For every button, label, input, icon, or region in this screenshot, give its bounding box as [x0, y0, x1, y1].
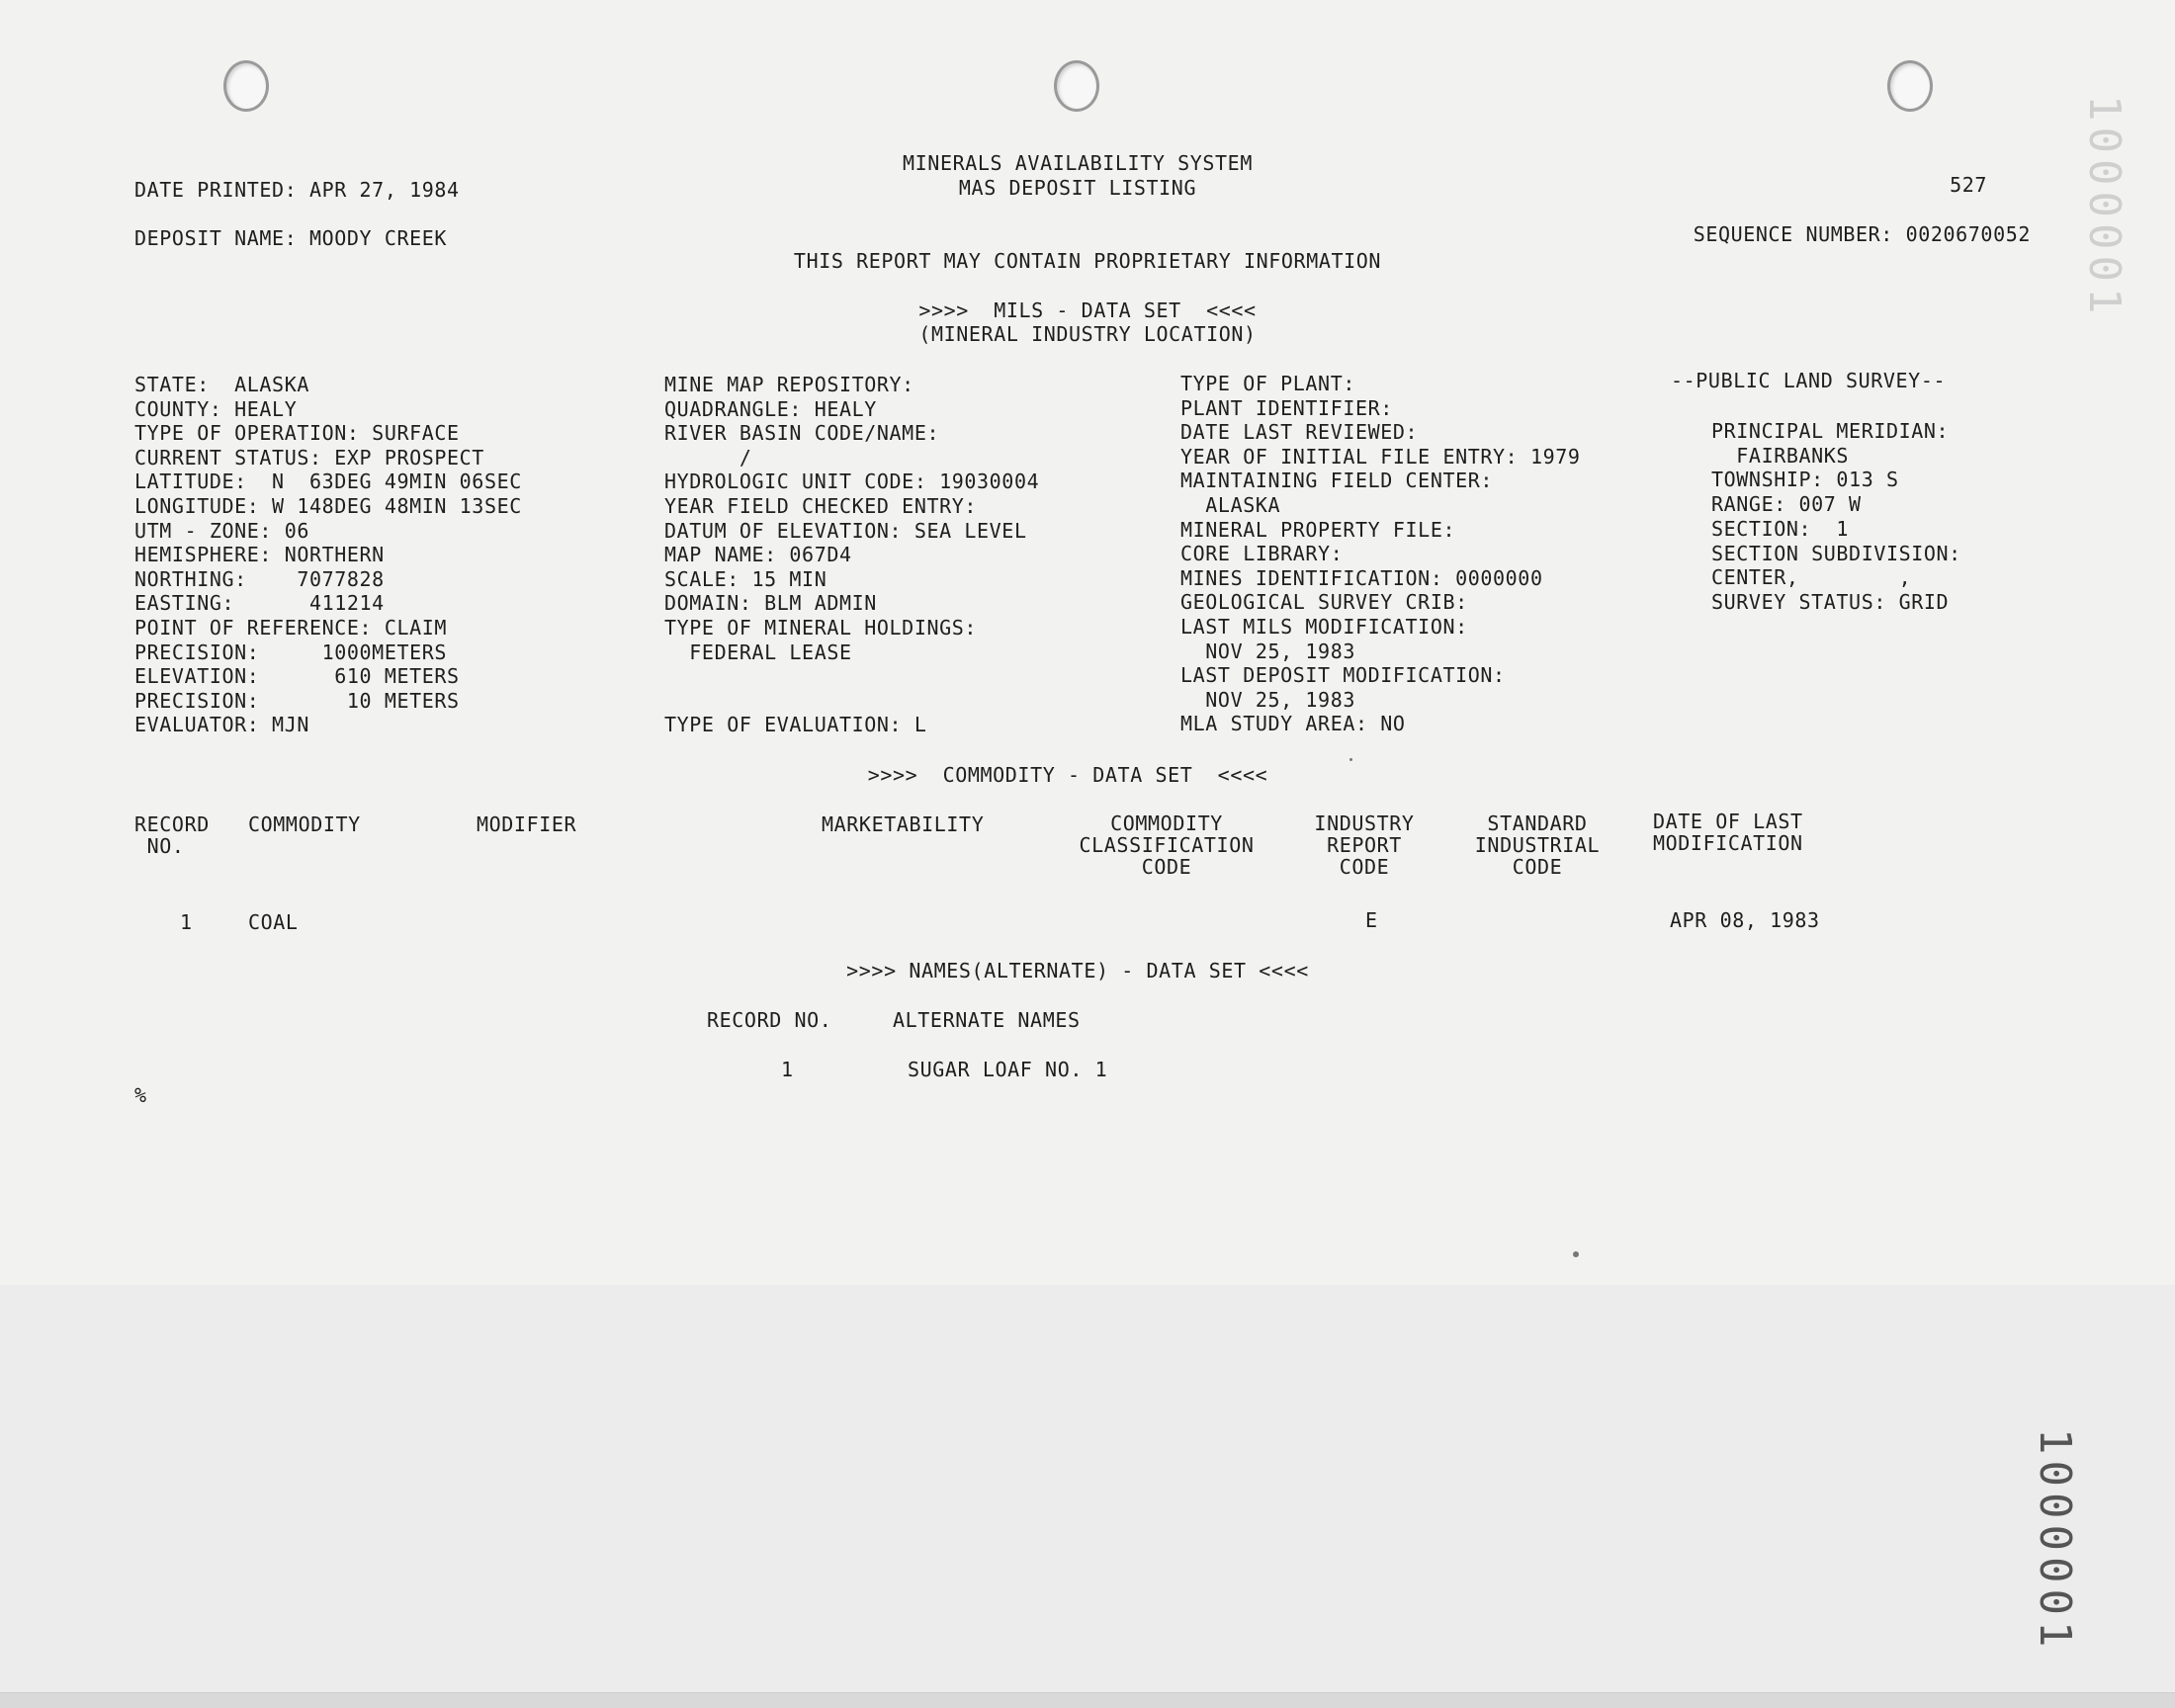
mils-heading: >>>> MILS - DATA SET <<<<	[918, 299, 1257, 322]
mils-location-line-5: LONGITUDE: W 148DEG 48MIN 13SEC	[134, 494, 522, 518]
mils-plant-line-14: MLA STUDY AREA: NO	[1180, 712, 1406, 736]
commodity-row-commodity: COAL	[248, 910, 299, 934]
mils-plant-line-5: ALASKA	[1180, 493, 1281, 517]
mils-map-line-3: /	[664, 445, 752, 470]
proprietary-notice: THIS REPORT MAY CONTAIN PROPRIETARY INFORMATION	[793, 249, 1382, 273]
mils-location-line-9: EASTING: 411214	[134, 591, 385, 616]
mils-plant-line-9: GEOLOGICAL SURVEY CRIB:	[1180, 590, 1468, 615]
mils-subheading: (MINERAL INDUSTRY LOCATION)	[918, 322, 1257, 346]
commodity-heading: >>>> COMMODITY - DATA SET <<<<	[867, 763, 1268, 787]
header-standard-industrial-code: STANDARD INDUSTRIAL CODE	[1474, 811, 1601, 879]
header-marketability: MARKETABILITY	[822, 812, 985, 836]
alternate-names-header: ALTERNATE NAMES	[893, 1008, 1081, 1032]
header-commodity: COMMODITY	[248, 812, 361, 836]
mils-map-line-7: MAP NAME: 067D4	[664, 543, 852, 567]
alternate-names-heading: >>>> NAMES(ALTERNATE) - DATA SET <<<<	[846, 959, 1309, 982]
mils-location-line-1: COUNTY: HEALY	[134, 396, 298, 421]
public-land-survey-line-5: SECTION SUBDIVISION:	[1711, 542, 1961, 565]
punch-hole-right	[1887, 60, 1933, 112]
public-land-survey-line-2: TOWNSHIP: 013 S	[1711, 468, 1899, 491]
public-land-survey-line-4: SECTION: 1	[1711, 517, 1850, 541]
alternate-row-name: SUGAR LOAF NO. 1	[908, 1058, 1108, 1081]
header-record-no: RECORD NO.	[134, 812, 210, 858]
margin-stamp: 1000001	[2030, 1428, 2080, 1654]
mils-location-line-7: HEMISPHERE: NORTHERN	[134, 543, 385, 567]
mils-location-line-10: POINT OF REFERENCE: CLAIM	[134, 616, 448, 640]
mils-location-line-4: LATITUDE: N 63DEG 49MIN 06SEC	[134, 470, 522, 494]
mils-map-line-4: HYDROLOGIC UNIT CODE: 19030004	[664, 470, 1040, 494]
deposit-name: DEPOSIT NAME: MOODY CREEK	[134, 226, 448, 250]
public-land-survey-line-3: RANGE: 007 W	[1711, 492, 1862, 516]
alternate-record-header: RECORD NO.	[707, 1008, 832, 1032]
sequence-number: SEQUENCE NUMBER: 0020670052	[1693, 222, 2031, 246]
mils-plant-line-11: NOV 25, 1983	[1180, 639, 1355, 663]
mils-map-line-0: MINE MAP REPOSITORY:	[664, 373, 914, 396]
mils-location-line-11: PRECISION: 1000METERS	[134, 640, 448, 664]
mils-plant-line-13: NOV 25, 1983	[1180, 687, 1355, 712]
listing-title: MAS DEPOSIT LISTING	[958, 176, 1197, 200]
mils-location-line-12: ELEVATION: 610 METERS	[134, 664, 460, 689]
public-land-survey-line-6: CENTER, ,	[1711, 565, 1912, 589]
mils-plant-line-8: MINES IDENTIFICATION: 0000000	[1180, 565, 1543, 590]
header-modifier: MODIFIER	[477, 812, 577, 836]
date-printed: DATE PRINTED: APR 27, 1984	[134, 178, 460, 202]
punch-hole-left	[223, 60, 269, 112]
ink-speck	[1573, 1251, 1579, 1257]
header-industry-report-code: INDUSTRY REPORT CODE	[1314, 811, 1415, 879]
mils-location-line-8: NORTHING: 7077828	[134, 566, 385, 591]
header-classification-code: COMMODITY CLASSIFICATION CODE	[1079, 811, 1255, 879]
public-land-survey-line-1: FAIRBANKS	[1711, 444, 1850, 468]
mils-map-line-11: FEDERAL LEASE	[664, 640, 852, 664]
mils-plant-line-12: LAST DEPOSIT MODIFICATION:	[1180, 663, 1506, 688]
mils-plant-line-3: YEAR OF INITIAL FILE ENTRY: 1979	[1180, 444, 1581, 469]
mils-plant-line-4: MAINTAINING FIELD CENTER:	[1180, 469, 1494, 493]
mils-map-line-5: YEAR FIELD CHECKED ENTRY:	[664, 494, 978, 518]
mils-map-line-10: TYPE OF MINERAL HOLDINGS:	[664, 616, 978, 640]
mils-plant-line-2: DATE LAST REVIEWED:	[1180, 420, 1419, 445]
commodity-row-record-no: 1	[180, 910, 193, 934]
page-lower-area	[0, 1285, 2175, 1692]
mils-map-line-8: SCALE: 15 MIN	[664, 566, 827, 591]
mils-location-line-14: EVALUATOR: MJN	[134, 713, 309, 737]
commodity-row-date: APR 08, 1983	[1670, 908, 1820, 932]
public-land-survey-heading: --PUBLIC LAND SURVEY--	[1671, 369, 1947, 392]
mils-map-line-14: TYPE OF EVALUATION: L	[664, 713, 927, 737]
ink-speck-small	[1349, 758, 1352, 761]
mils-map-line-6: DATUM OF ELEVATION: SEA LEVEL	[664, 518, 1027, 543]
mils-location-line-0: STATE: ALASKA	[134, 373, 309, 396]
mils-plant-line-0: TYPE OF PLANT:	[1180, 372, 1355, 395]
public-land-survey-line-0: PRINCIPAL MERIDIAN:	[1711, 419, 1950, 443]
margin-stamp-faint: 1000001	[2079, 95, 2130, 320]
mils-map-line-9: DOMAIN: BLM ADMIN	[664, 591, 877, 616]
mils-location-line-13: PRECISION: 10 METERS	[134, 688, 460, 713]
commodity-row-industry-code: E	[1365, 908, 1378, 932]
mils-map-line-2: RIVER BASIN CODE/NAME:	[664, 421, 940, 446]
punch-hole-center	[1054, 60, 1099, 112]
mils-location-line-2: TYPE OF OPERATION: SURFACE	[134, 421, 460, 446]
mils-map-line-1: QUADRANGLE: HEALY	[664, 396, 877, 421]
mils-location-line-3: CURRENT STATUS: EXP PROSPECT	[134, 445, 484, 470]
mils-plant-line-10: LAST MILS MODIFICATION:	[1180, 615, 1468, 639]
page-number: 527	[1950, 173, 1987, 197]
alternate-row-record-no: 1	[781, 1058, 794, 1081]
header-date-last-modification: DATE OF LAST MODIFICATION	[1653, 810, 1803, 855]
mils-plant-line-1: PLANT IDENTIFIER:	[1180, 395, 1393, 420]
mils-plant-line-6: MINERAL PROPERTY FILE:	[1180, 517, 1456, 542]
system-title: MINERALS AVAILABILITY SYSTEM	[903, 151, 1253, 175]
footer-mark: %	[134, 1083, 147, 1107]
public-land-survey-line-7: SURVEY STATUS: GRID	[1711, 590, 1950, 614]
mils-plant-line-7: CORE LIBRARY:	[1180, 542, 1344, 566]
mils-location-line-6: UTM - ZONE: 06	[134, 518, 309, 543]
